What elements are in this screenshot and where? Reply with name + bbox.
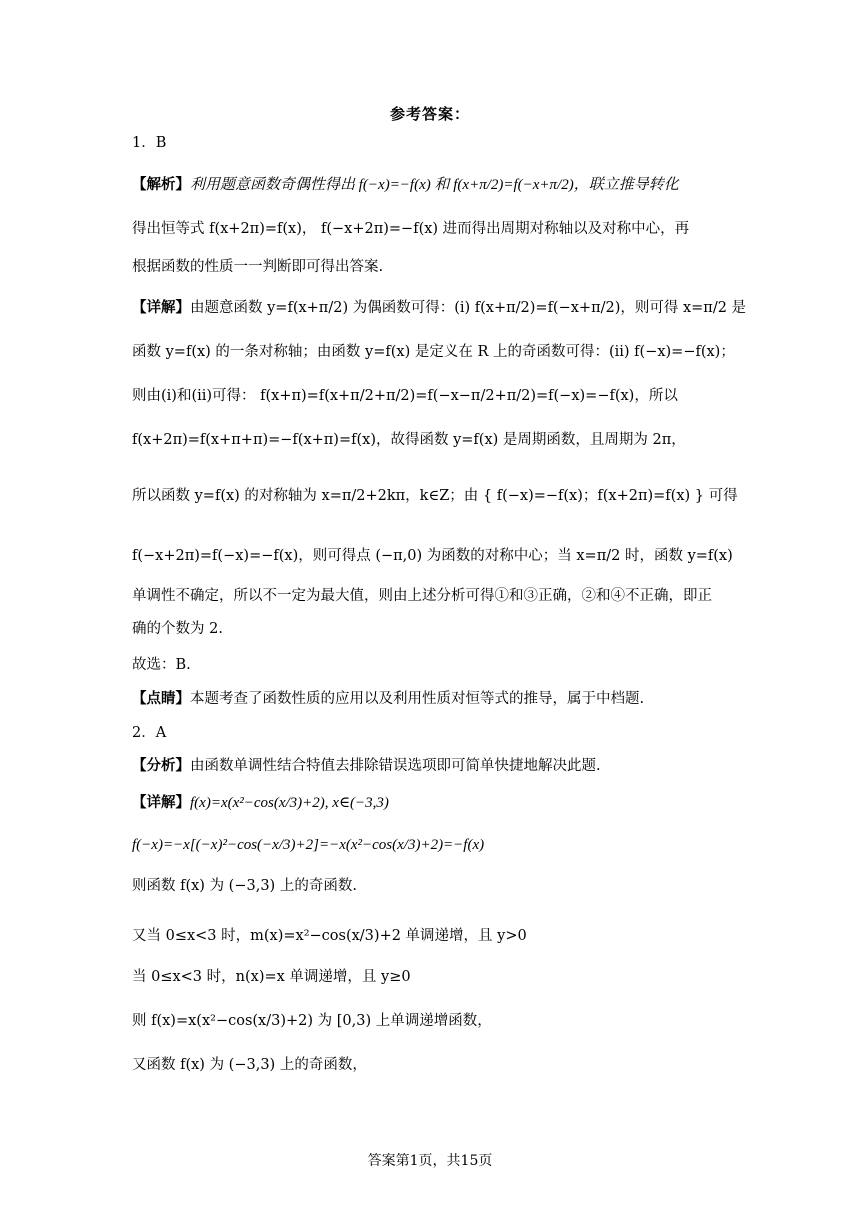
- q1-detail-line-7: 单调性不确定，所以不一定为最大值，则由上述分析可得①和③正确，②和④不正确，即正: [132, 588, 712, 604]
- q1-detail-line-6: f(−x+2π)=f(−x)=−f(x)，则可得点 (−π,0) 为函数的对称中心；当 x=π/2 时，函数 y=f(x): [132, 548, 733, 564]
- q1-detail-line-4: f(x+2π)=f(x+π+π)=−f(x+π)=f(x)，故得函数 y=f(x) 是周期函数，且周期为 2π，: [132, 432, 686, 448]
- q2-detail-line-4: 又当 0≤x<3 时，m(x)=x²−cos(x/3)+2 单调递增，且 y>0: [132, 928, 527, 944]
- q2-analysis: 【分析】由函数单调性结合特值去排除错误选项即可简单快捷地解决此题.: [132, 757, 601, 774]
- detail-tag: 【详解】: [132, 794, 190, 811]
- q1-detail-line-8: 确的个数为 2.: [132, 621, 223, 637]
- q1-analysis-line-2: 得出恒等式 f(x+2π)=f(x)， f(−x+2π)=−f(x) 进而得出周期对称轴以及对称中心，再: [132, 221, 690, 237]
- q2-detail-line-6: 则 f(x)=x(x²−cos(x/3)+2) 为 [0,3) 上单调递增函数，: [132, 1013, 492, 1029]
- q1-comment: 【点睛】本题考查了函数性质的应用以及利用性质对恒等式的推导，属于中档题.: [132, 690, 645, 707]
- q2-detail-line-5: 当 0≤x<3 时，n(x)=x 单调递增，且 y≥0: [132, 969, 411, 985]
- analysis-tag: 【分析】: [132, 757, 190, 774]
- q1-answer: 1．B: [132, 135, 167, 151]
- q2-detail-line-7: 又函数 f(x) 为 (−3,3) 上的奇函数，: [132, 1057, 367, 1073]
- detail-tag: 【详解】: [132, 299, 190, 316]
- q1-analysis-line-3: 根据函数的性质一一判断即可得出答案.: [132, 259, 384, 275]
- q2-answer: 2．A: [132, 725, 167, 741]
- page-title: 参考答案：: [389, 105, 470, 123]
- analysis-tag: 【解析】: [132, 176, 190, 193]
- comment-tag: 【点睛】: [132, 690, 190, 707]
- q1-detail-line-5: 所以函数 y=f(x) 的对称轴为 x=π/2+2kπ，k∈Z；由 { f(−x)=−f(x)；f(x+2π)=f(x) } 可得: [132, 488, 738, 504]
- q2-detail-line-3: 则函数 f(x) 为 (−3,3) 上的奇函数.: [132, 878, 357, 894]
- q1-analysis-line-1: 【解析】利用题意函数奇偶性得出 f(−x)=−f(x) 和 f(x+π/2)=f(−x+π/2)，联立推导转化: [132, 176, 679, 193]
- q2-detail-line-1: 【详解】f(x)=x(x²−cos(x/3)+2), x∈(−3,3): [132, 794, 389, 811]
- q1-detail-line-2: 函数 y=f(x) 的一条对称轴；由函数 y=f(x) 是定义在 R 上的奇函数可得：(ii) f(−x)=−f(x)；: [132, 344, 735, 360]
- q1-detail-line-1: 【详解】由题意函数 y=f(x+π/2) 为偶函数可得：(i) f(x+π/2)=f(−x+π/2)，则可得 x=π/2 是: [132, 299, 747, 316]
- q1-choice: 故选：B.: [132, 657, 191, 673]
- page-footer: 答案第1页，共15页: [367, 1153, 493, 1169]
- q2-detail-line-2: f(−x)=−x[(−x)²−cos(−x/3)+2]=−x(x²−cos(x/3)+2)=−f(x): [132, 837, 485, 853]
- q1-detail-line-3: 则由(i)和(ii)可得： f(x+π)=f(x+π/2+π/2)=f(−x−π/2+π/2)=f(−x)=−f(x)，所以: [132, 388, 678, 404]
